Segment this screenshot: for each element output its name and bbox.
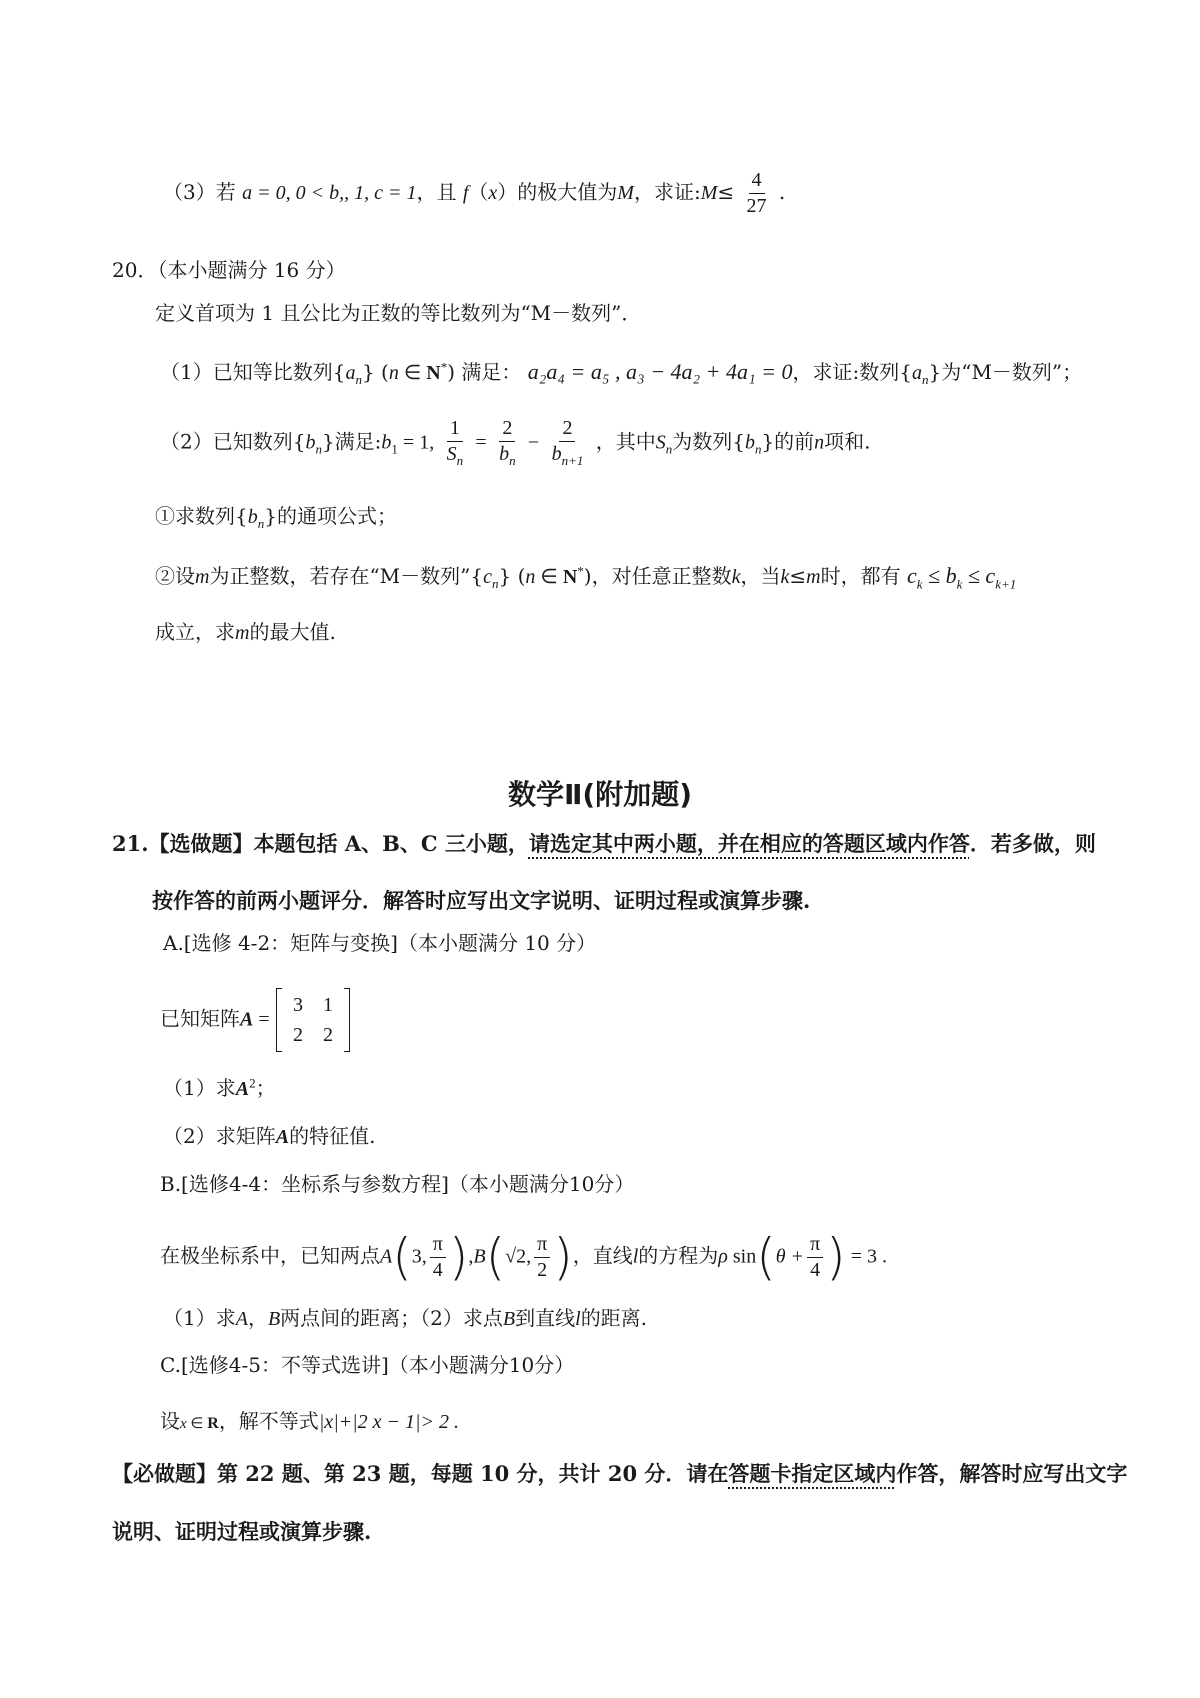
q21a-title: A.[选修 4-2：矩阵与变换]（本小题满分 10 分） <box>163 931 597 955</box>
section-title: 数学Ⅱ(附加题) <box>507 778 693 811</box>
q20-subquestion-1: ①求数列$\{b_n\}$的通项公式； <box>155 504 397 531</box>
q20-part2: （2）已知数列$\{b_n\}$满足$:b_1 = 1$, $\frac{1}{S_n}$ = $\frac{2}{b_n}$ − $\frac{2}{b_{n+1}}$ ，其中$S_n$为数列$\{b_n\}$的前n项和. <box>160 417 871 468</box>
frac-2-over-bn1: $\frac{2}{b_{n+1}}$ <box>551 417 584 468</box>
matrix-A: 3 1 2 2 <box>276 988 350 1052</box>
q21-intro-line2: 按作答的前两小题评分．解答时应写出文字说明、证明过程或演算步骤. <box>152 888 811 913</box>
q20-header: 20．（本小题满分 16 分） <box>112 258 346 282</box>
frac-pi-2: $\frac{\pi}{2}$ <box>534 1234 550 1281</box>
q21a-part1: （1）求$A^2$； <box>163 1075 276 1100</box>
q21b-title: B.[选修4-4：坐标系与参数方程]（本小题满分10分） <box>160 1172 635 1196</box>
q20-inequality: $c_k \le b_k \le c_{k+1}$ <box>906 563 1017 592</box>
q19-condition: a = 0, 0 < b,, 1, c = 1 <box>242 182 417 204</box>
q20-definition: 定义首项为 1 且公比为正数的等比数列为“M－数列”． <box>155 301 642 325</box>
q20-part1: （1）已知等比数列$\{a_n\}$ (n ∈ N*) 满足： a₂a₄ = a₅ , a₃ − 4a₂ + 4a₁ = 0，求证:数列$\{a_n\}$为“M－数列”； <box>160 359 1083 387</box>
q19-fraction: $\frac{4}{27}$ <box>746 169 767 217</box>
required-intro-line2: 说明、证明过程或演算步骤. <box>112 1519 372 1544</box>
frac-1-over-Sn: $\frac{1}{S_n}$ <box>446 417 464 468</box>
frac-pi-4: $\frac{\pi}{4}$ <box>430 1234 446 1281</box>
q21b-given: 在极坐标系中，已知两点A(3, $\frac{\pi}{4}$ ),B(√2, $\frac{\pi}{2}$ )，直线l的方程为ρ sin(θ + $\frac{\pi}{4}$ ) = 3 . <box>160 1228 887 1286</box>
q21-emphasis: 请选定其中两小题，并在相应的答题区域内作答 <box>528 831 970 856</box>
q20-subquestion-2: ②设m为正整数，若存在“M－数列$”\{c_n\}$ (n ∈ N*)，对任意正整数k，当k≤m时，都有 $c_k \le b_k \le c_{k+1}$ <box>155 563 1017 592</box>
q21c-inequality: |x|+|2 x − 1|> 2 . <box>318 1411 460 1433</box>
q21a-part2: （2）求矩阵A的特征值. <box>163 1124 376 1148</box>
q21c-given: 设x ∈ R，解不等式|x|+|2 x − 1|> 2 . <box>160 1409 460 1433</box>
q21b-questions: （1）求A，B两点间的距离；（2）求点B到直线l的距离. <box>163 1306 648 1330</box>
frac-pi-4-b: $\frac{\pi}{4}$ <box>807 1234 823 1281</box>
q20-subquestion-2-cont: 成立，求m的最大值. <box>155 620 336 644</box>
q20-part1-equation: a₂a₄ = a₅ , a₃ − 4a₂ + 4a₁ = 0 <box>527 359 793 384</box>
q19-part3: （3）若 a = 0, 0 < b,, 1, c = 1，且 f（x）的极大值为M，求证:M≤ $\frac{4}{27}$ . <box>163 169 786 217</box>
frac-2-over-bn: $\frac{2}{b_n}$ <box>499 417 516 468</box>
q21a-given: 已知矩阵A = 3 1 2 2 <box>160 988 350 1052</box>
required-intro: 【必做题】第 22 题、第 23 题，每题 10 分，共计 20 分．请在答题卡指定区域内作答，解答时应写出文字 <box>112 1461 1128 1486</box>
q21-intro: 21.【选做题】本题包括 A、B、C 三小题，请选定其中两小题，并在相应的答题区域内作答．若多做，则 <box>112 831 1096 856</box>
q21c-title: C.[选修4-5：不等式选讲]（本小题满分10分） <box>160 1353 575 1377</box>
required-emphasis: 答题卡指定区域内 <box>728 1461 897 1486</box>
